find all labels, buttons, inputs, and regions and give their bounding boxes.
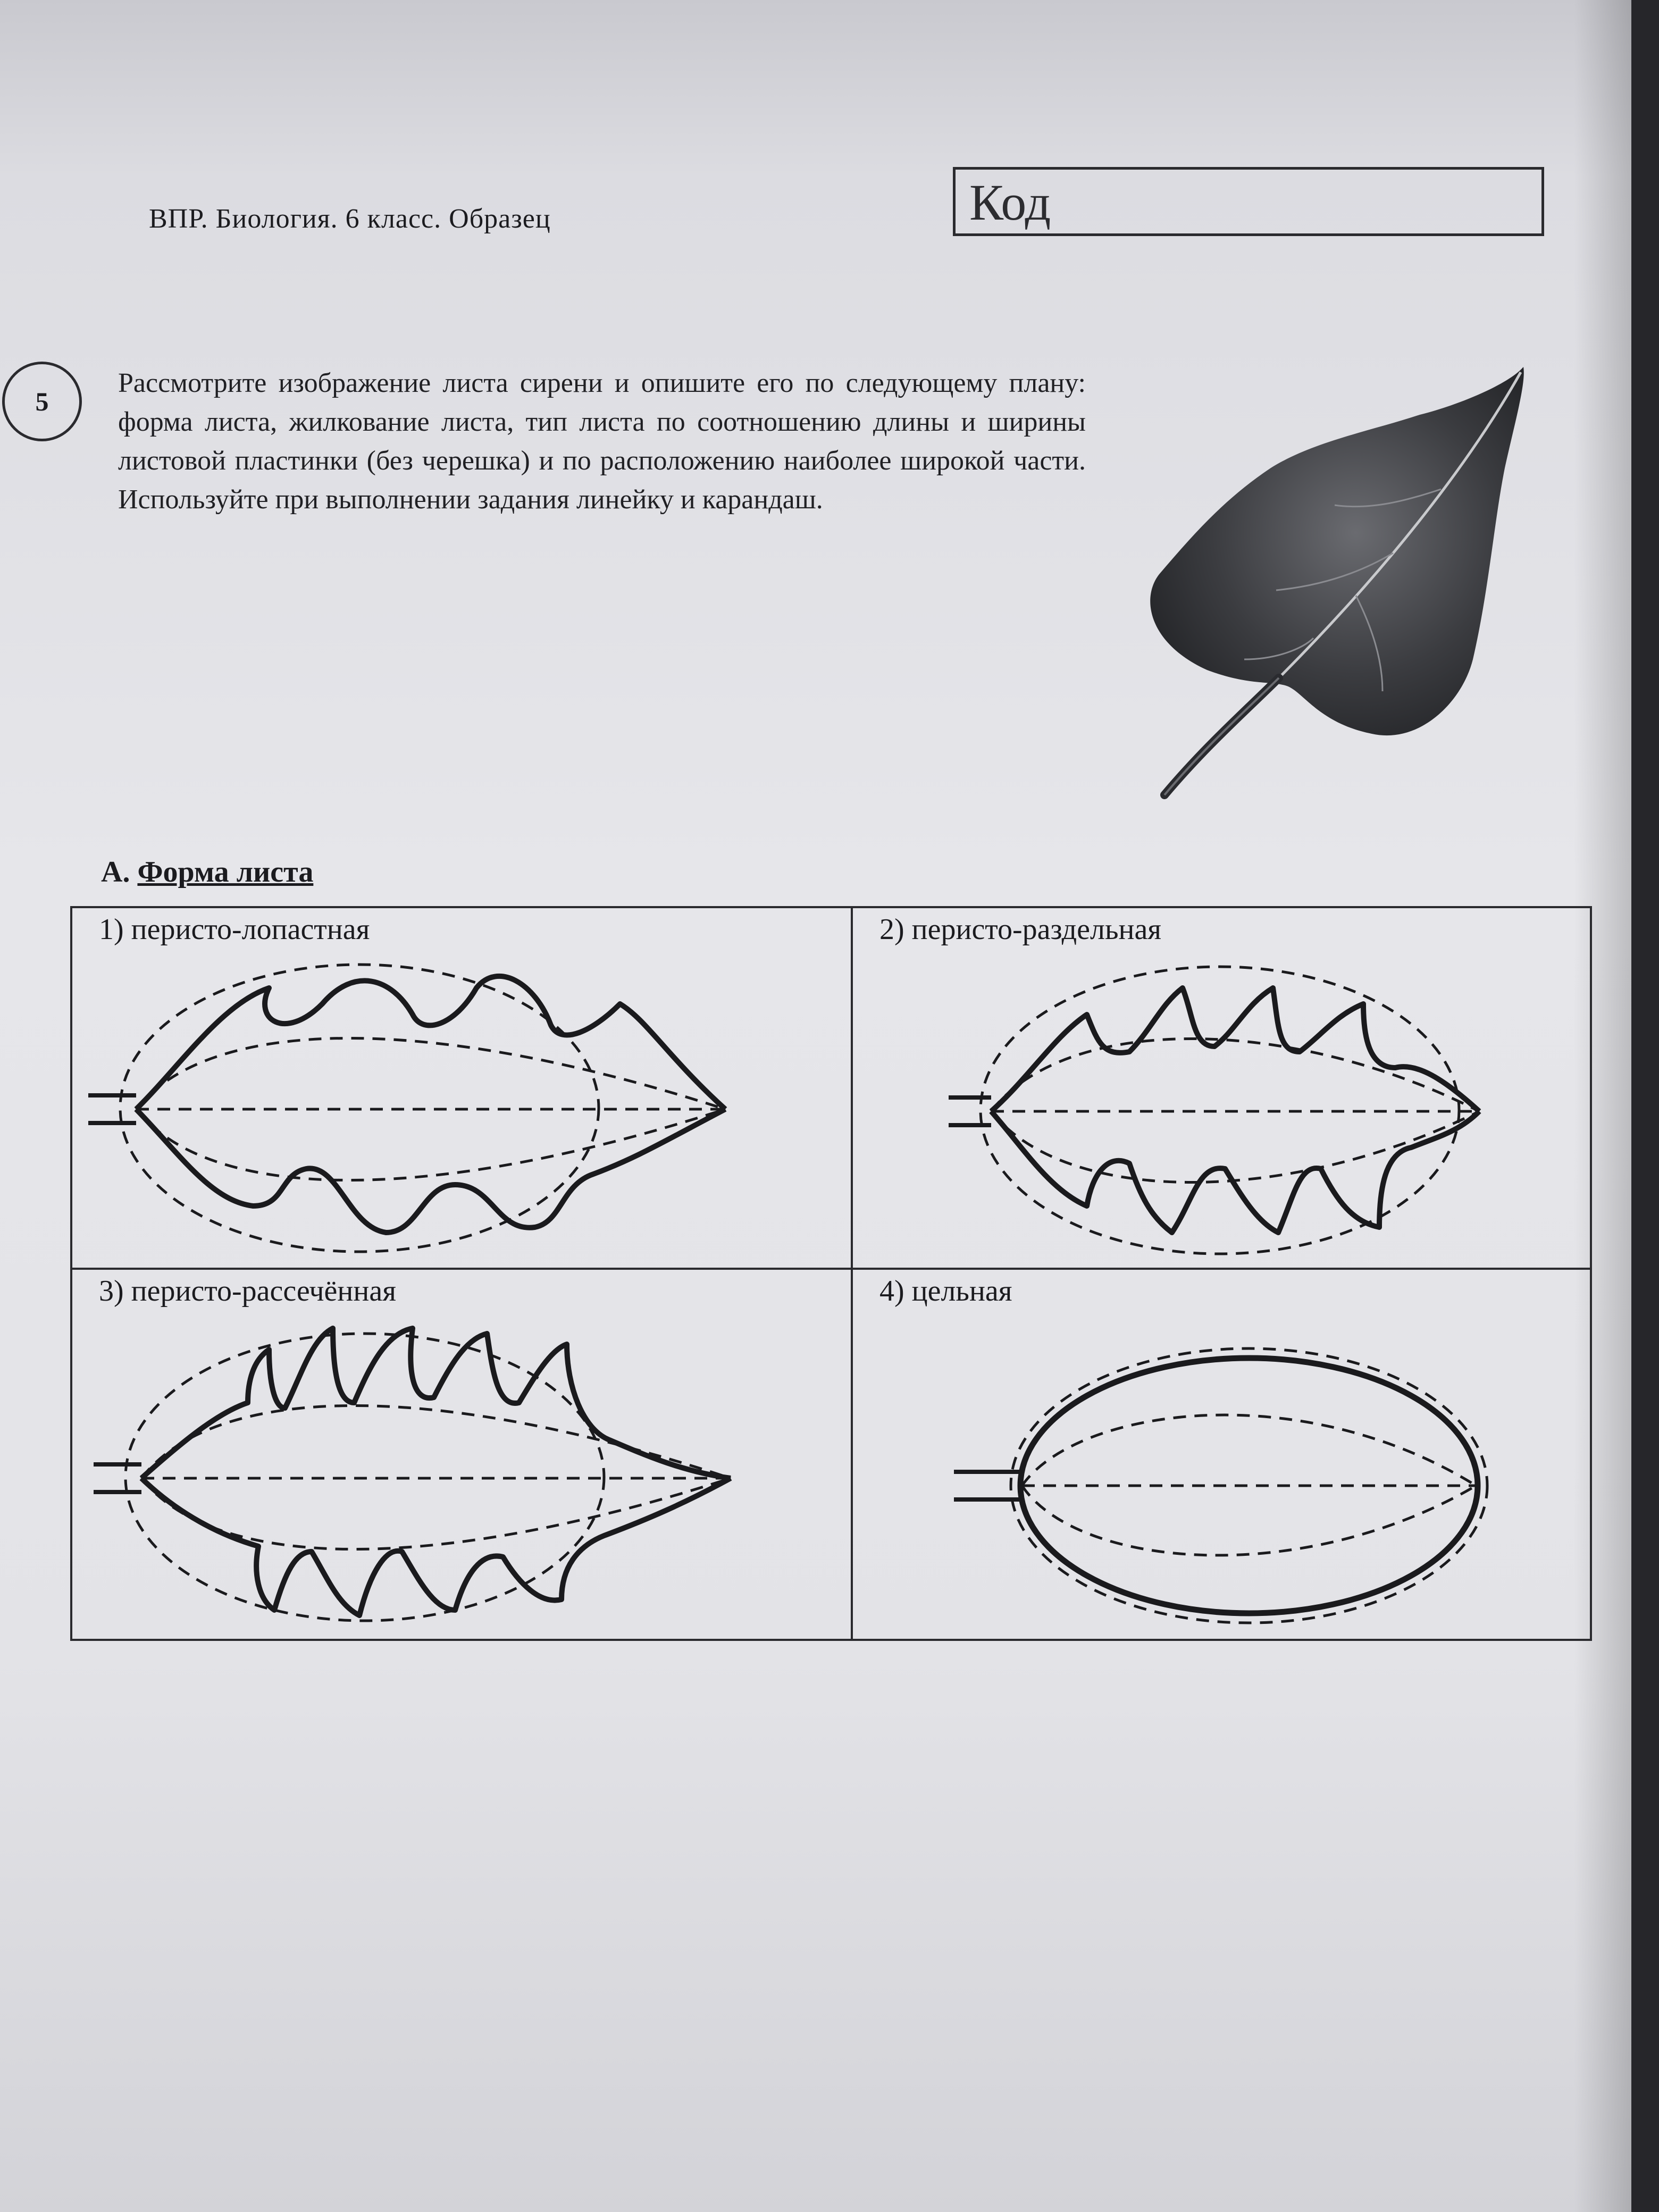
leaf-shape-table xyxy=(70,906,1592,1641)
option-cell-entire xyxy=(853,1270,1590,1639)
leaf-blade xyxy=(1150,367,1524,735)
pinnately-parted-leaf-diagram xyxy=(853,908,1590,1268)
option-cell-pinnately-dissected xyxy=(72,1270,853,1639)
option-1-label: 1) перисто-лопастная xyxy=(99,913,370,946)
option-4-label: 4) цельная xyxy=(879,1275,1012,1308)
section-title-text: Форма листа xyxy=(137,856,314,889)
entire-leaf-diagram xyxy=(853,1270,1590,1637)
section-prefix: А. xyxy=(101,856,130,889)
page-header-title: ВПР. Биология. 6 класс. Образец xyxy=(149,204,551,234)
option-3-label: 3) перисто-рассечённая xyxy=(99,1275,396,1308)
option-2-label: 2) перисто-раздельная xyxy=(879,913,1162,946)
task-instructions: Рассмотрите изображение листа сирени и опишите его по следующему плану: форма листа, жилкование листа, тип листа по соотношению длины и ширины листовой пластинки (без черешка) и по расположению наиболее широкой части. Используйте при выполнении задания линейку и карандаш. xyxy=(118,368,1086,515)
section-title xyxy=(101,855,313,889)
option-cell-pinnately-parted xyxy=(853,908,1590,1270)
option-cell-pinnately-lobed xyxy=(72,908,853,1270)
task-number-badge: 5 xyxy=(2,362,82,441)
pinnately-dissected-leaf-diagram xyxy=(72,1270,851,1637)
lilac-leaf-image xyxy=(1143,362,1547,808)
pinnately-lobed-leaf-diagram xyxy=(72,908,851,1268)
code-label: Код xyxy=(969,174,1051,231)
code-box xyxy=(953,167,1544,236)
